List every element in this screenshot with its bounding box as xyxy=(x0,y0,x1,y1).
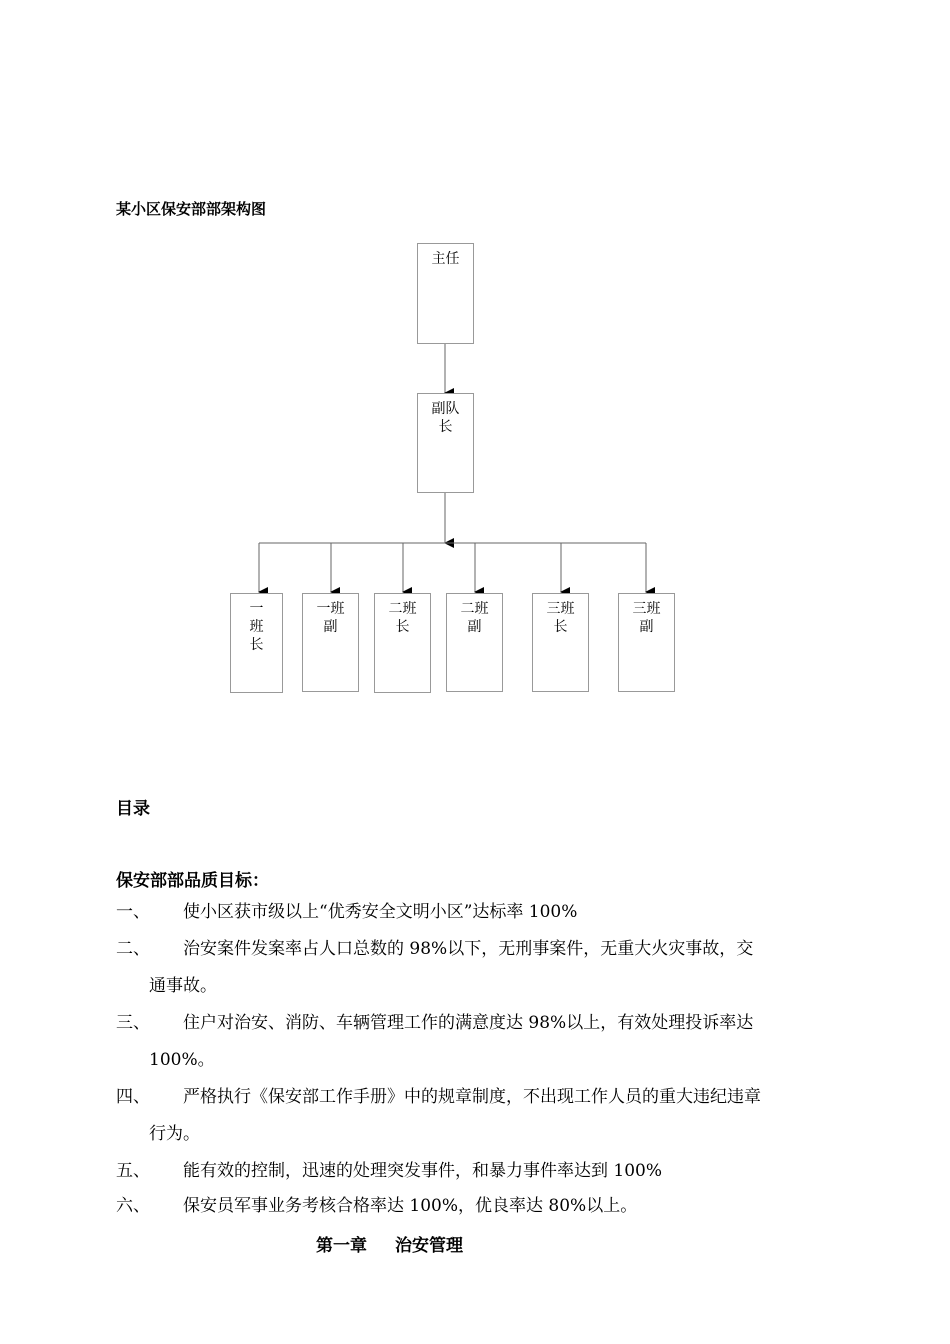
org-box-label: 班 xyxy=(249,619,264,635)
goal-item xyxy=(116,1188,836,1225)
org-box-label: 二班 xyxy=(388,601,417,617)
org-chart-title: 某小区保安部部架构图 xyxy=(116,200,267,218)
org-box-label: 一班 xyxy=(316,601,345,617)
goal-number: 三、 xyxy=(116,1013,150,1033)
org-box-label: 副 xyxy=(323,619,338,635)
goal-number: 一、 xyxy=(116,902,150,922)
goal-text: 能有效的控制，迅速的处理突发事件，和暴力事件率达到 100% xyxy=(183,1161,663,1181)
goal-text: 治安案件发案率占人口总数的 98%以下，无刑事案件，无重大火灾事故，交 xyxy=(183,939,754,959)
org-box-team1-leader xyxy=(230,593,283,693)
chapter-heading xyxy=(316,1231,463,1256)
goal-item xyxy=(116,1153,836,1190)
chapter-title: 治安管理 xyxy=(395,1236,463,1256)
goal-number: 四、 xyxy=(116,1087,150,1107)
org-box-label: 三班 xyxy=(632,601,661,617)
org-box-label: 三班 xyxy=(546,601,575,617)
org-box-label: 长 xyxy=(553,619,568,635)
goal-number: 六、 xyxy=(116,1196,150,1216)
goal-text-continued: 行为。 xyxy=(149,1124,200,1144)
org-box-team3-leader xyxy=(532,593,589,692)
org-box-team3-deputy xyxy=(618,593,675,692)
goal-number: 二、 xyxy=(116,939,150,959)
org-box-label: 副 xyxy=(639,619,654,635)
org-box-label: 长 xyxy=(438,419,453,435)
goal-item xyxy=(116,931,836,1005)
org-box-label: 二班 xyxy=(460,601,489,617)
chapter-number: 第一章 xyxy=(316,1236,367,1256)
toc-heading: 目录 xyxy=(116,799,150,819)
goal-text-continued: 100%。 xyxy=(149,1050,215,1070)
quality-goals-heading: 保安部部品质目标： xyxy=(116,871,269,891)
org-box-team1-deputy xyxy=(302,593,359,692)
goal-item xyxy=(116,1079,836,1153)
goal-text: 严格执行《保安部工作手册》中的规章制度，不出现工作人员的重大违纪违章 xyxy=(183,1087,761,1107)
org-box-director xyxy=(417,243,474,344)
goal-item xyxy=(116,1005,836,1079)
org-box-label: 副队 xyxy=(431,401,460,417)
goal-item xyxy=(116,894,836,931)
org-box-label: 长 xyxy=(249,637,264,653)
goal-number: 五、 xyxy=(116,1161,150,1181)
org-box-label: 长 xyxy=(395,619,410,635)
org-box-team2-deputy xyxy=(446,593,503,692)
org-box-deputy xyxy=(417,393,474,493)
goal-text: 保安员军事业务考核合格率达 100%，优良率达 80%以上。 xyxy=(183,1196,638,1216)
org-box-label: 主任 xyxy=(431,251,460,267)
goal-text: 使小区获市级以上“优秀安全文明小区”达标率 100% xyxy=(183,902,578,922)
org-box-label: 一 xyxy=(249,601,264,617)
org-box-label: 副 xyxy=(467,619,482,635)
goal-text-continued: 通事故。 xyxy=(149,976,217,996)
org-box-team2-leader xyxy=(374,593,431,693)
goal-text: 住户对治安、消防、车辆管理工作的满意度达 98%以上，有效处理投诉率达 xyxy=(183,1013,754,1033)
